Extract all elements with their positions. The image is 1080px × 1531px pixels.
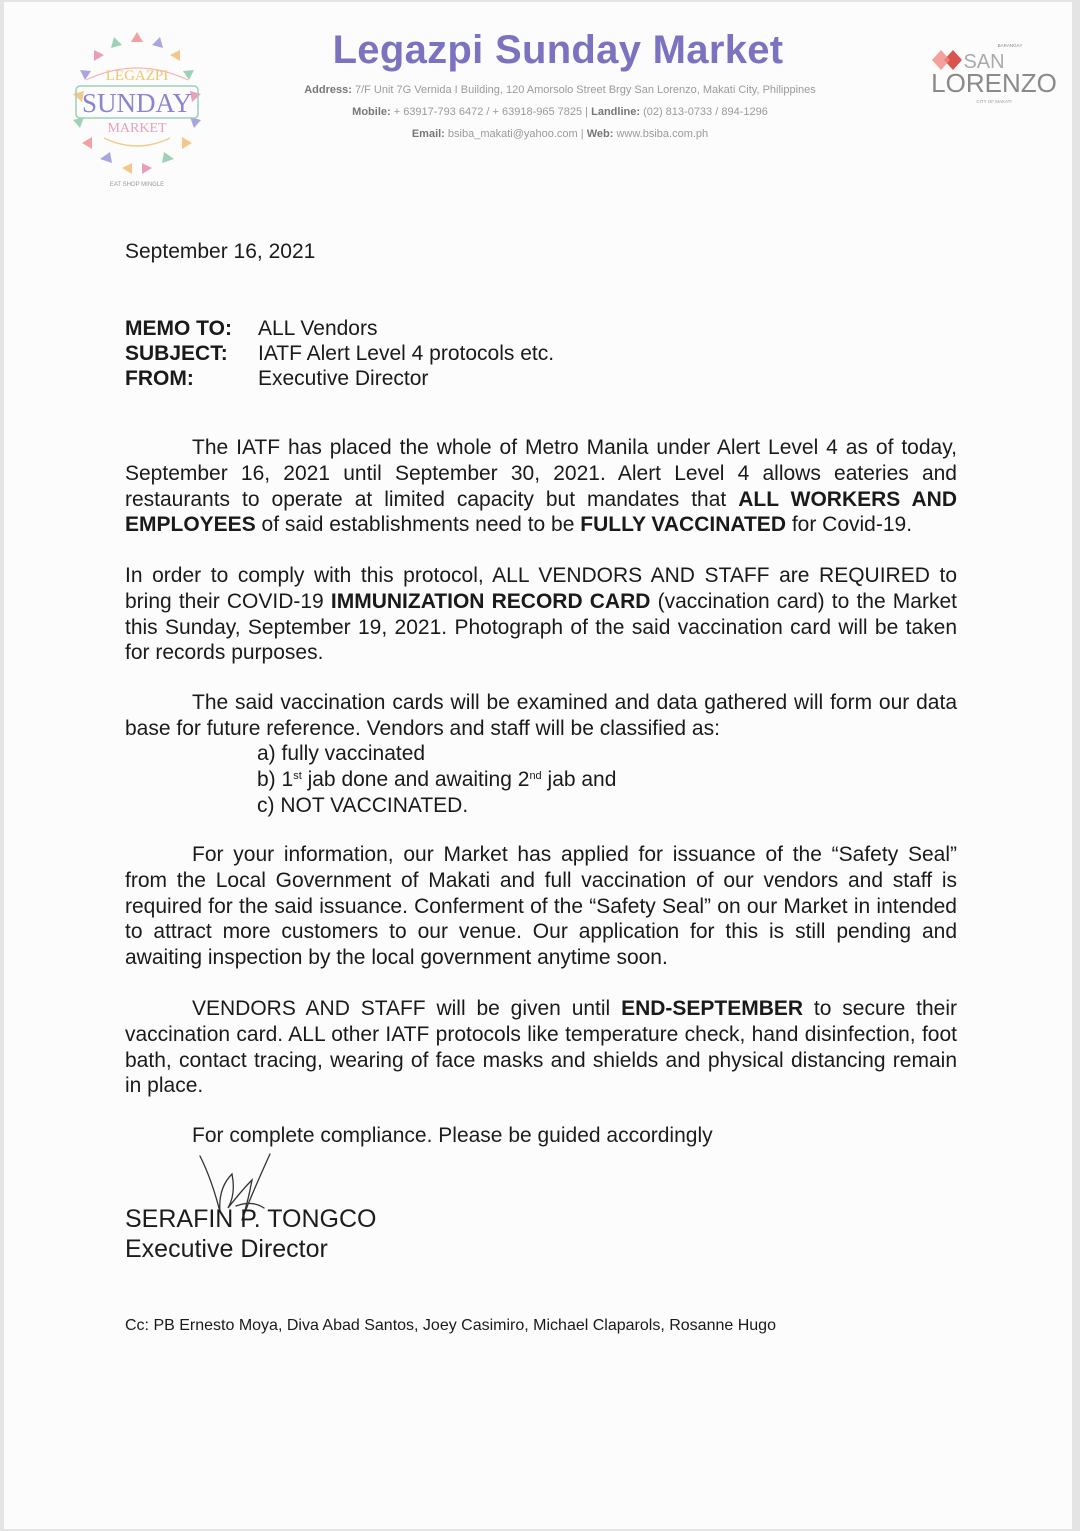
cc-line: Cc: PB Ernesto Moya, Diva Abad Santos, Joey Casimiro, Michael Claparols, Rosanne Hugo — [125, 1317, 776, 1334]
memo-subject-row — [125, 341, 554, 366]
memo-to-row — [125, 316, 554, 341]
paragraph-alert-level: The IATF has placed the whole of Metro Manila under Alert Level 4 as of today, September 16, 2021 until September 30, 2021. Alert Level 4 allows eateries and restaurants to operate at limited capacity but mandates that ALL WORKERS AND EMPLOYEES of said establishments need to be FULLY VACCINATED for Covid-19. — [125, 436, 957, 537]
paragraph-classification: The said vaccination cards will be examined and data gathered will form our data base for future reference. Vendors and staff will be classified as: — [125, 691, 957, 740]
san-lorenzo-logo — [922, 40, 1062, 110]
memo-to-value: ALL Vendors — [258, 317, 378, 340]
san-lorenzo-line-1: SAN — [963, 51, 1005, 73]
list-item: a) fully vaccinated — [257, 742, 426, 765]
letterhead-email-web: Email: bsiba_makati@yahoo.com | Web: www.bsiba.com.ph — [411, 128, 709, 140]
san-lorenzo-small-text: BARANGAY — [997, 43, 1023, 48]
memo-page — [4, 2, 1072, 1529]
paragraph-immunization-card: In order to comply with this protocol, ALL VENDORS AND STAFF are REQUIRED to bring their COVID-19 IMMUNIZATION RECORD CARD (vaccination card) to the Market this Sunday, September 19, 2021. Photograph of the said vaccination card will be taken for records purposes. — [125, 564, 957, 665]
memo-from-label: FROM: — [125, 367, 194, 390]
letterhead-address: Address: 7/F Unit 7G Vernida I Building, 120 Amorsolo Street Brgy San Lorenzo, Makati City, Philippines — [304, 84, 816, 96]
signatory-title: Executive Director — [125, 1235, 328, 1263]
memo-from-value: Executive Director — [258, 367, 429, 390]
san-lorenzo-sub-text: CITY OF MAKATI — [976, 99, 1012, 104]
diamond-icon — [932, 50, 962, 70]
paragraph-deadline: VENDORS AND STAFF will be given until END-SEPTEMBER to secure their vaccination card. ALL other IATF protocols like temperature check, hand disinfection, foot bath, contact tracing, wearing of face masks and shields and physical distancing remain in place. — [125, 997, 957, 1098]
classification-list — [257, 741, 616, 819]
memo-subject-value: IATF Alert Level 4 protocols etc. — [258, 342, 555, 365]
memo-header — [125, 316, 554, 391]
logo-top-text: LEGAZPI — [105, 68, 169, 84]
logo-tagline: EAT SHOP MINGLE — [109, 182, 165, 188]
logo-middle-text: SUNDAY — [81, 88, 193, 118]
memo-to-label: MEMO TO: — [125, 317, 232, 340]
letterhead-title: Legazpi Sunday Market — [332, 28, 784, 72]
list-item: b) 1st jab done and awaiting 2nd jab and — [257, 768, 617, 791]
memo-date: September 16, 2021 — [125, 240, 316, 263]
paragraph-safety-seal: For your information, our Market has applied for issuance of the “Safety Seal” from the Local Government of Makati and full vaccination of our vendors and staff is required for the said issuance. Conferment of the “Safety Seal” on our Market in intended to attract more customers to our venue. Our application for this is still pending and awaiting inspection by the local government anytime soon. — [125, 843, 957, 970]
letterhead-contact: Mobile: + 63917-793 6472 / + 63918-965 7825 | Landline: (02) 813-0733 / 894-1296 — [352, 106, 768, 118]
signatory-name: SERAFIN P. TONGCO — [125, 1205, 377, 1233]
closing-line: For complete compliance. Please be guided accordingly — [192, 1124, 713, 1147]
san-lorenzo-line-2: LORENZO — [931, 68, 1057, 98]
list-item: c) NOT VACCINATED. — [257, 794, 469, 817]
memo-subject-label: SUBJECT: — [125, 342, 228, 365]
logo-bottom-text: MARKET — [107, 121, 167, 136]
memo-from-row — [125, 366, 554, 391]
